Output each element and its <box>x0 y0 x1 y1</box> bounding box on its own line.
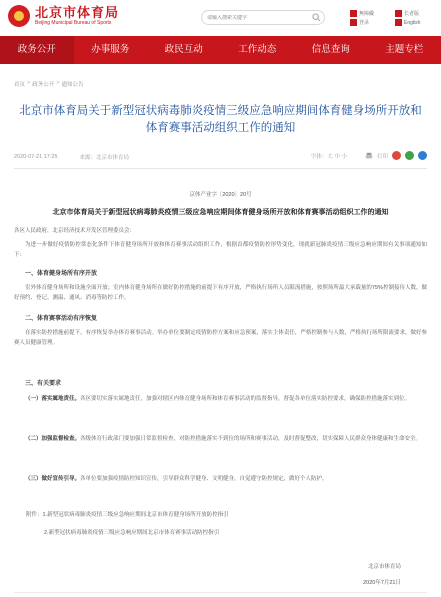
bottom-divider <box>14 592 427 593</box>
font-size-control[interactable]: 字体：大 中 小 <box>310 153 347 160</box>
wechat-share-icon[interactable] <box>405 151 414 160</box>
breadcrumb: 首页 > 政务公开 > 通知公告 <box>14 80 84 88</box>
section-heading-1: 一、体育健身场所有序开放 <box>25 271 98 277</box>
qq-share-icon[interactable] <box>418 151 427 160</box>
emblem-icon <box>8 5 30 27</box>
site-header <box>0 0 441 36</box>
util-links-right <box>395 8 420 28</box>
print-icon[interactable] <box>365 152 373 160</box>
breadcrumb-home[interactable]: 首页 <box>14 82 26 88</box>
requirement-paragraph-1: （一）落实属地责任。各区要切实落实属地责任，加强对辖区内体育健身场所和体育赛事活动的监督指导，督促各单位落实防控要求，确保防控措施落实到位。 <box>25 396 411 402</box>
section-paragraph-2: 在落实防控措施前提下，有序恢复举办体育赛事活动。举办单位要制定疫情防控方案和应急预案，落实主体责任，严格控制参与人数，严格执行场所限流要求，做好参赛人员健康管理。 <box>14 330 427 346</box>
document-subtitle: 北京市体育局关于新型冠状病毒肺炎疫情三级应急响应期间体育健身场所开放和体育赛事活动组织工作的通知 <box>52 209 389 216</box>
attachment-link-1[interactable]: 附件：1.新型冠状病毒肺炎疫情三级应急响应期间北京市体育健身场所开放防控指引 <box>26 512 229 518</box>
meta-divider <box>14 168 427 169</box>
requirement-paragraph-3: （三）做好宣传引导。各单位要加强疫情防控知识宣传，引导群众科学健身、文明健身，自觉遵守防控规定，做好个人防护。 <box>25 476 328 482</box>
nav-item-interaction[interactable]: 政民互动 <box>164 44 203 55</box>
search-icon[interactable] <box>312 13 321 22</box>
site-logo[interactable] <box>8 5 119 27</box>
logo-title: 北京市体育局 <box>35 4 120 20</box>
breadcrumb-notices[interactable]: 通知公告 <box>61 82 84 88</box>
nav-item-services[interactable]: 办事服务 <box>91 44 130 55</box>
accessibility-icon <box>350 10 357 17</box>
signing-date: 2020年7月21日 <box>363 580 401 586</box>
logo-subtitle: Beijing Municipal Bureau of Sports <box>35 19 112 26</box>
section-heading-3: 三、有关要求 <box>25 381 62 387</box>
util-login[interactable]: 登录 <box>350 18 374 27</box>
section-heading-2: 二、体育赛事活动有序恢复 <box>25 316 98 322</box>
intro-paragraph: 为进一步做好疫情防控常态化条件下体育健身场所开放和体育赛事活动组织工作，根据首都疫情防控形势变化，现就新冠肺炎疫情三级应急响应期间有关事项通知如下： <box>14 242 427 258</box>
util-elder-mode[interactable]: 长者版 <box>395 9 420 18</box>
nav-item-topics[interactable]: 主题专栏 <box>385 44 424 55</box>
search-input[interactable] <box>207 15 297 21</box>
article-date: 2020-07-21 17:25 <box>14 154 58 160</box>
article-meta <box>14 151 427 163</box>
util-accessibility[interactable]: 無障礙 <box>350 9 374 18</box>
nav-item-query[interactable]: 信息查询 <box>311 44 350 55</box>
nav-item-news[interactable]: 工作动态 <box>238 44 277 55</box>
main-nav <box>0 36 441 64</box>
article-title: 北京市体育局关于新型冠状病毒肺炎疫情三级应急响应期间体育健身场所开放和体育赛事活动组织工作的通知 <box>19 105 422 134</box>
attachment-link-2[interactable]: 2.新型冠状病毒肺炎疫情三级应急响应期间北京市体育赛事活动防控指引 <box>44 530 220 536</box>
util-english[interactable]: English <box>395 18 420 27</box>
document-number: 京体产业字〔2020〕20号 <box>189 192 252 198</box>
section-paragraph-1: 室外体育健身场所和设施全面开放；室内体育健身场所在做好防控措施的前提下有序开放，严格执行场所人员限流措施，按照场所最大承载量的75%控制接待人数，做好预约、登记、测温、通风、消毒等防控工作。 <box>14 285 427 301</box>
salutation: 各区人民政府，北京经济技术开发区管理委员会： <box>14 228 136 234</box>
article-source: 来源：北京市体育局 <box>79 155 129 161</box>
login-icon <box>350 19 357 26</box>
elder-mode-icon <box>395 10 402 17</box>
english-icon <box>395 19 402 26</box>
requirement-paragraph-2: （二）加强监督检查。各级体育行政部门要加强日常监督检查，对防控措施落实不到位的场所和赛事活动，及时督促整改，切实保障人民群众身体健康和生命安全。 <box>25 436 422 442</box>
signing-organization: 北京市体育局 <box>367 564 401 570</box>
util-links-left <box>350 8 374 28</box>
print-button[interactable]: 打印 <box>376 153 388 160</box>
weibo-share-icon[interactable] <box>392 151 401 160</box>
breadcrumb-gov-affairs[interactable]: 政务公开 <box>32 82 55 88</box>
nav-item-gov-affairs[interactable]: 政务公开 <box>0 36 74 64</box>
search-box <box>201 10 325 25</box>
